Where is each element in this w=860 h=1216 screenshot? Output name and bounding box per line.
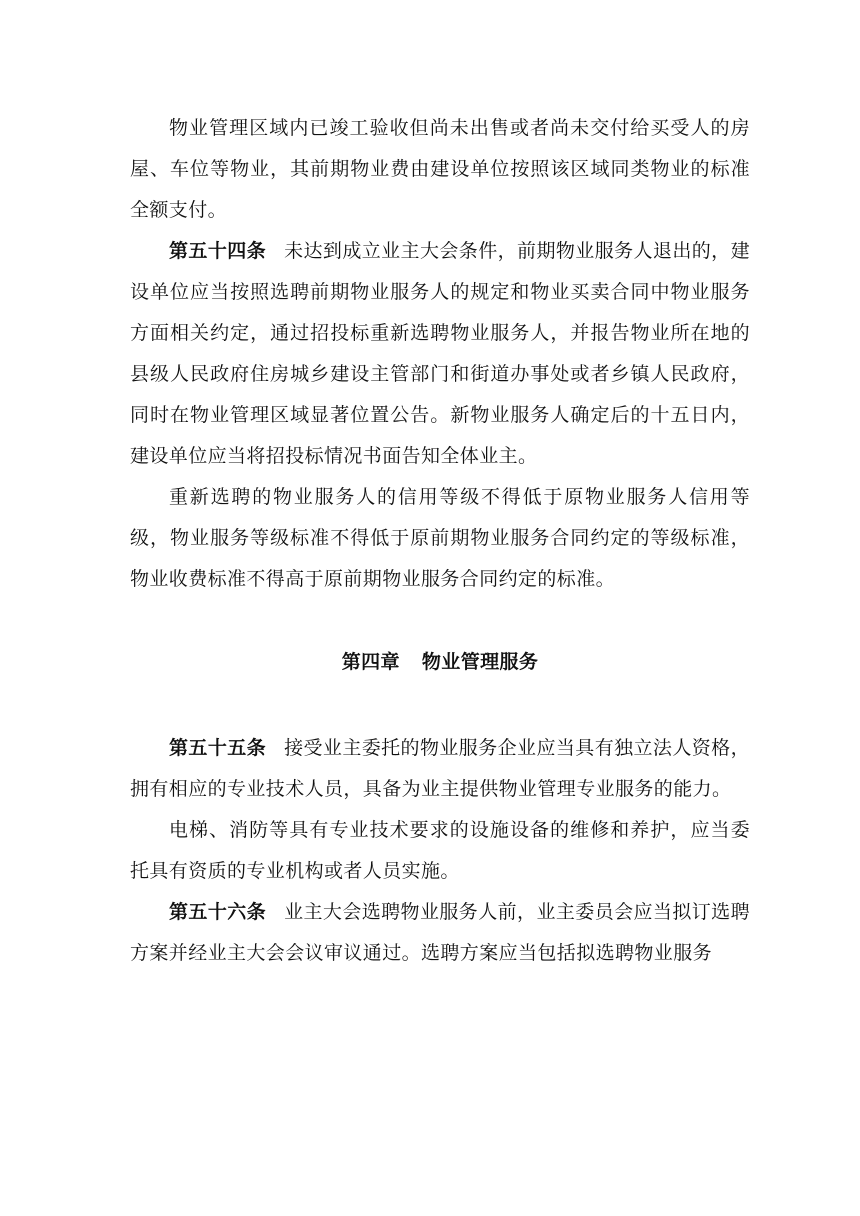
chapter-number: 第四章	[341, 651, 400, 673]
paragraph-completed-property-fees	[130, 108, 750, 231]
article-number: 第五十六条	[169, 901, 267, 923]
article-text: 未达到成立业主大会条件，前期物业服务人退出的，建设单位应当按照选聘前期物业服务人的规定和物业买卖合同中物业服务方面相关约定，通过招投标重新选聘物业服务人，并报告物业所在地的县级人民政府住房城乡建设主管部门和街道办事处或者乡镇人民政府，同时在物业管理区域显著位置公告。新物业服务人确定后的十五日内，建设单位应当将招投标情况书面告知全体业主。	[130, 240, 750, 467]
article-55	[130, 728, 750, 810]
chapter-title: 物业管理服务	[421, 651, 539, 673]
paragraph-text: 物业管理区域内已竣工验收但尚未出售或者尚未交付给买受人的房屋、车位等物业，其前期物业费由建设单位按照该区域同类物业的标准全额支付。	[130, 117, 750, 221]
chapter-heading	[130, 642, 750, 683]
article-54	[130, 231, 750, 477]
article-text: 业主大会选聘物业服务人前，业主委员会应当拟订选聘方案并经业主大会会议审议通过。选聘方案应当包括拟选聘物业服务	[130, 901, 750, 964]
paragraph-text: 重新选聘的物业服务人的信用等级不得低于原物业服务人信用等级，物业服务等级标准不得低于原前期物业服务合同约定的等级标准，物业收费标准不得高于原前期物业服务合同约定的标准。	[130, 486, 750, 590]
article-text: 接受业主委托的物业服务企业应当具有独立法人资格，拥有相应的专业技术人员，具备为业主提供物业管理专业服务的能力。	[130, 737, 750, 800]
article-56	[130, 892, 750, 974]
article-54-paragraph-2	[130, 477, 750, 600]
paragraph-text: 电梯、消防等具有专业技术要求的设施设备的维修和养护，应当委托具有资质的专业机构或者人员实施。	[130, 819, 750, 882]
article-number: 第五十四条	[169, 240, 267, 262]
article-55-paragraph-2	[130, 810, 750, 892]
article-number: 第五十五条	[169, 737, 267, 759]
